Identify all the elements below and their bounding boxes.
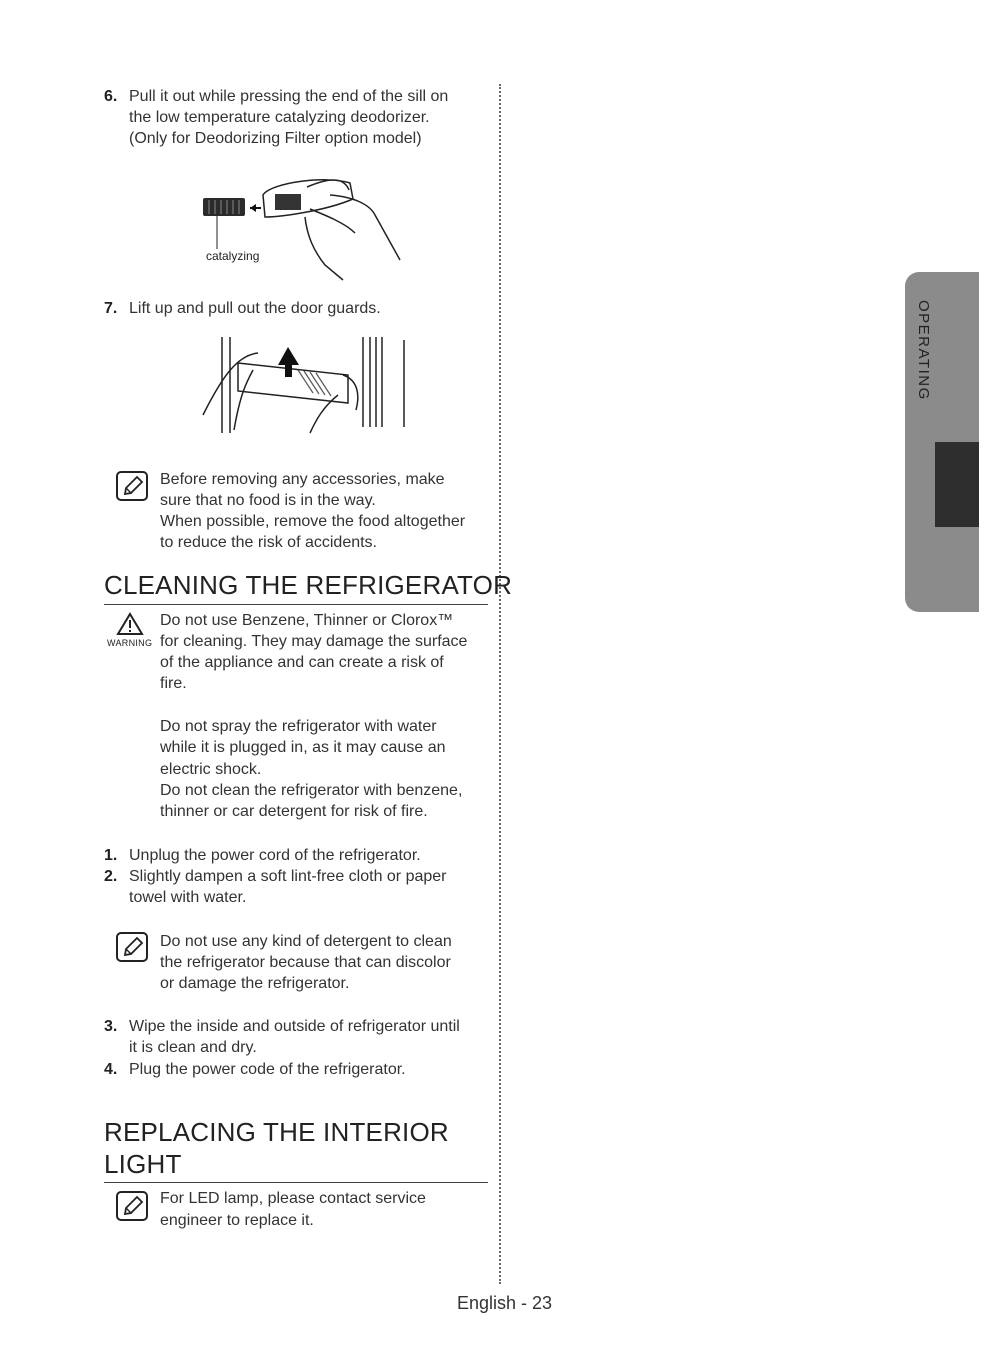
note-line: Do not use any kind of detergent to clean xyxy=(160,933,452,950)
figure-caption: catalyzing xyxy=(206,249,260,263)
step-text-line: Lift up and pull out the door guards. xyxy=(129,300,381,317)
note-line: For LED lamp, please contact service xyxy=(160,1190,426,1207)
note-line: the refrigerator because that can discolor xyxy=(160,954,451,971)
step-text-line: towel with water. xyxy=(129,889,247,906)
side-tab-strip xyxy=(934,527,979,612)
warning-label: WARNING xyxy=(107,638,153,648)
warning-line: fire. xyxy=(160,675,187,692)
warning-line: Do not clean the refrigerator with benzene, xyxy=(160,782,463,799)
note-line: Before removing any accessories, make xyxy=(160,471,445,488)
deodorizer-drawing xyxy=(195,165,410,285)
warning-line: electric shock. xyxy=(160,761,262,778)
deodorizer-illustration xyxy=(195,165,410,285)
step-number: 1. xyxy=(104,847,118,864)
section-rule xyxy=(104,604,488,605)
note-pencil-icon xyxy=(115,931,149,963)
door-guard-illustration xyxy=(198,335,410,435)
step-text-line: Plug the power code of the refrigerator. xyxy=(129,1061,406,1078)
step-number: 3. xyxy=(104,1018,118,1035)
warning-line: thinner or car detergent for risk of fire. xyxy=(160,803,428,820)
step-text-line: Wipe the inside and outside of refrigerator until xyxy=(129,1018,460,1035)
step-number: 6. xyxy=(104,88,118,105)
note-line: sure that no food is in the way. xyxy=(160,492,376,509)
note-line: engineer to replace it. xyxy=(160,1212,314,1229)
door-guard-drawing xyxy=(198,335,410,435)
step-text-line: Slightly dampen a soft lint-free cloth or paper xyxy=(129,868,447,885)
step-number: 7. xyxy=(104,300,118,317)
note-icon xyxy=(115,1190,149,1222)
warning-line: Do not use Benzene, Thinner or Clorox™ xyxy=(160,612,454,629)
section-title-line: LIGHT xyxy=(104,1149,182,1179)
warning-line: for cleaning. They may damage the surface xyxy=(160,633,468,650)
warning-line: of the appliance and can create a risk of xyxy=(160,654,444,671)
side-tab-active xyxy=(934,442,979,527)
warning-triangle-icon xyxy=(116,612,144,636)
note-line: or damage the refrigerator. xyxy=(160,975,350,992)
step-text-line: the low temperature catalyzing deodorizer. xyxy=(129,109,430,126)
note-icon xyxy=(115,931,149,963)
step-number: 4. xyxy=(104,1061,118,1078)
note-pencil-icon xyxy=(115,470,149,502)
note-line: to reduce the risk of accidents. xyxy=(160,534,377,551)
column-divider xyxy=(499,84,501,1284)
note-icon xyxy=(115,470,149,502)
side-tab-light xyxy=(905,442,935,612)
note-line: When possible, remove the food altogether xyxy=(160,513,466,530)
step-text-line: Unplug the power cord of the refrigerator. xyxy=(129,847,421,864)
step-number: 2. xyxy=(104,868,118,885)
side-tab-label: OPERATING xyxy=(915,300,932,401)
warning-icon xyxy=(116,612,144,636)
note-pencil-icon xyxy=(115,1190,149,1222)
warning-line: while it is plugged in, as it may cause an xyxy=(160,739,446,756)
step-text-line: it is clean and dry. xyxy=(129,1039,257,1056)
step-text-line: (Only for Deodorizing Filter option model) xyxy=(129,130,422,147)
page-number: English - 23 xyxy=(457,1293,553,1313)
warning-line: Do not spray the refrigerator with water xyxy=(160,718,437,735)
section-title-line: REPLACING THE INTERIOR xyxy=(104,1117,449,1147)
section-title-cleaning: CLEANING THE REFRIGERATOR xyxy=(104,570,513,600)
side-tab-strip xyxy=(934,272,979,442)
step-text-line: Pull it out while pressing the end of the sill on xyxy=(129,88,449,105)
section-rule xyxy=(104,1182,488,1183)
